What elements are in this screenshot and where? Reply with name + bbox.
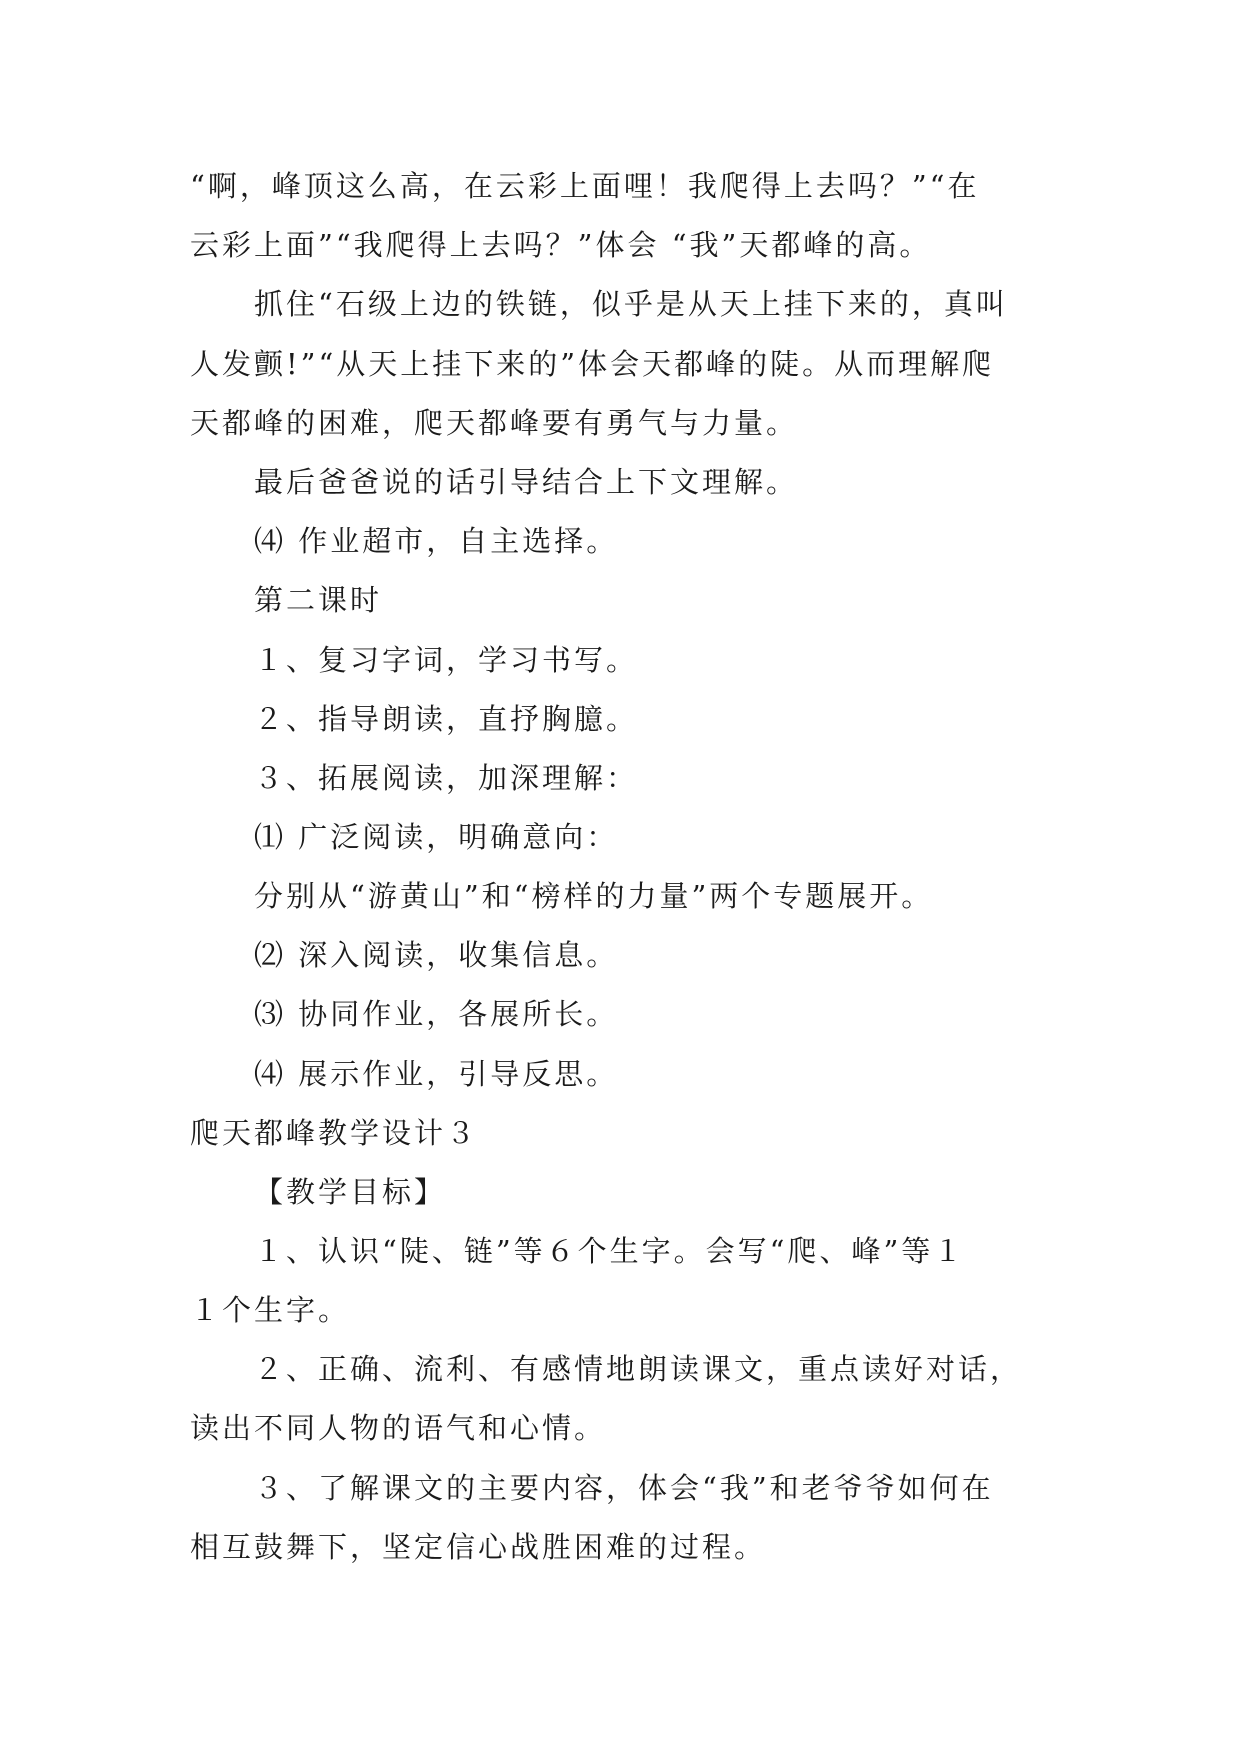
body-text-line: “啊，峰顶这么高，在云彩上面哩！我爬得上去吗？”“在: [190, 169, 980, 203]
list-item: ⑵ 深入阅读，收集信息。: [254, 938, 619, 972]
body-text-line: 抓住“石级上边的铁链，似乎是从天上挂下来的，真叫: [254, 287, 1008, 321]
body-text-line: 天都峰的困难，爬天都峰要有勇气与力量。: [190, 406, 799, 440]
body-text-line: 云彩上面”“我爬得上去吗？”体会 “我”天都峰的高。: [190, 228, 932, 262]
body-text-line: １个生字。: [190, 1293, 351, 1327]
list-item: １、认识“陡、链”等６个生字。会写“爬、峰”等１: [254, 1234, 966, 1268]
list-item: ⑶ 协同作业，各展所长。: [254, 997, 619, 1031]
list-item: １、复习字词，学习书写。: [254, 643, 639, 677]
body-text-line: 人发颤!”“从天上挂下来的”体会天都峰的陡。从而理解爬: [190, 347, 995, 381]
body-text-line: 读出不同人物的语气和心情。: [190, 1411, 607, 1445]
body-text-line: 最后爸爸说的话引导结合上下文理解。: [254, 465, 799, 499]
list-item: ⑷ 作业超市，自主选择。: [254, 524, 619, 558]
section-heading: 【教学目标】: [254, 1175, 447, 1209]
list-item: ２、正确、流利、有感情地朗读课文，重点读好对话，: [254, 1352, 1023, 1386]
body-text-line: 分别从“游黄山”和“榜样的力量”两个专题展开。: [254, 879, 934, 913]
document-title: 爬天都峰教学设计３: [190, 1116, 479, 1150]
list-item: ⑴ 广泛阅读，明确意向：: [254, 820, 619, 854]
list-item: ⑷ 展示作业，引导反思。: [254, 1057, 619, 1091]
list-item: ３、了解课文的主要内容，体会“我”和老爷爷如何在: [254, 1471, 994, 1505]
list-item: ３、拓展阅读，加深理解：: [254, 761, 639, 795]
body-text-line: 相互鼓舞下，坚定信心战胜困难的过程。: [190, 1530, 767, 1564]
list-item: ２、指导朗读，直抒胸臆。: [254, 702, 639, 736]
section-heading: 第二课时: [254, 583, 383, 617]
